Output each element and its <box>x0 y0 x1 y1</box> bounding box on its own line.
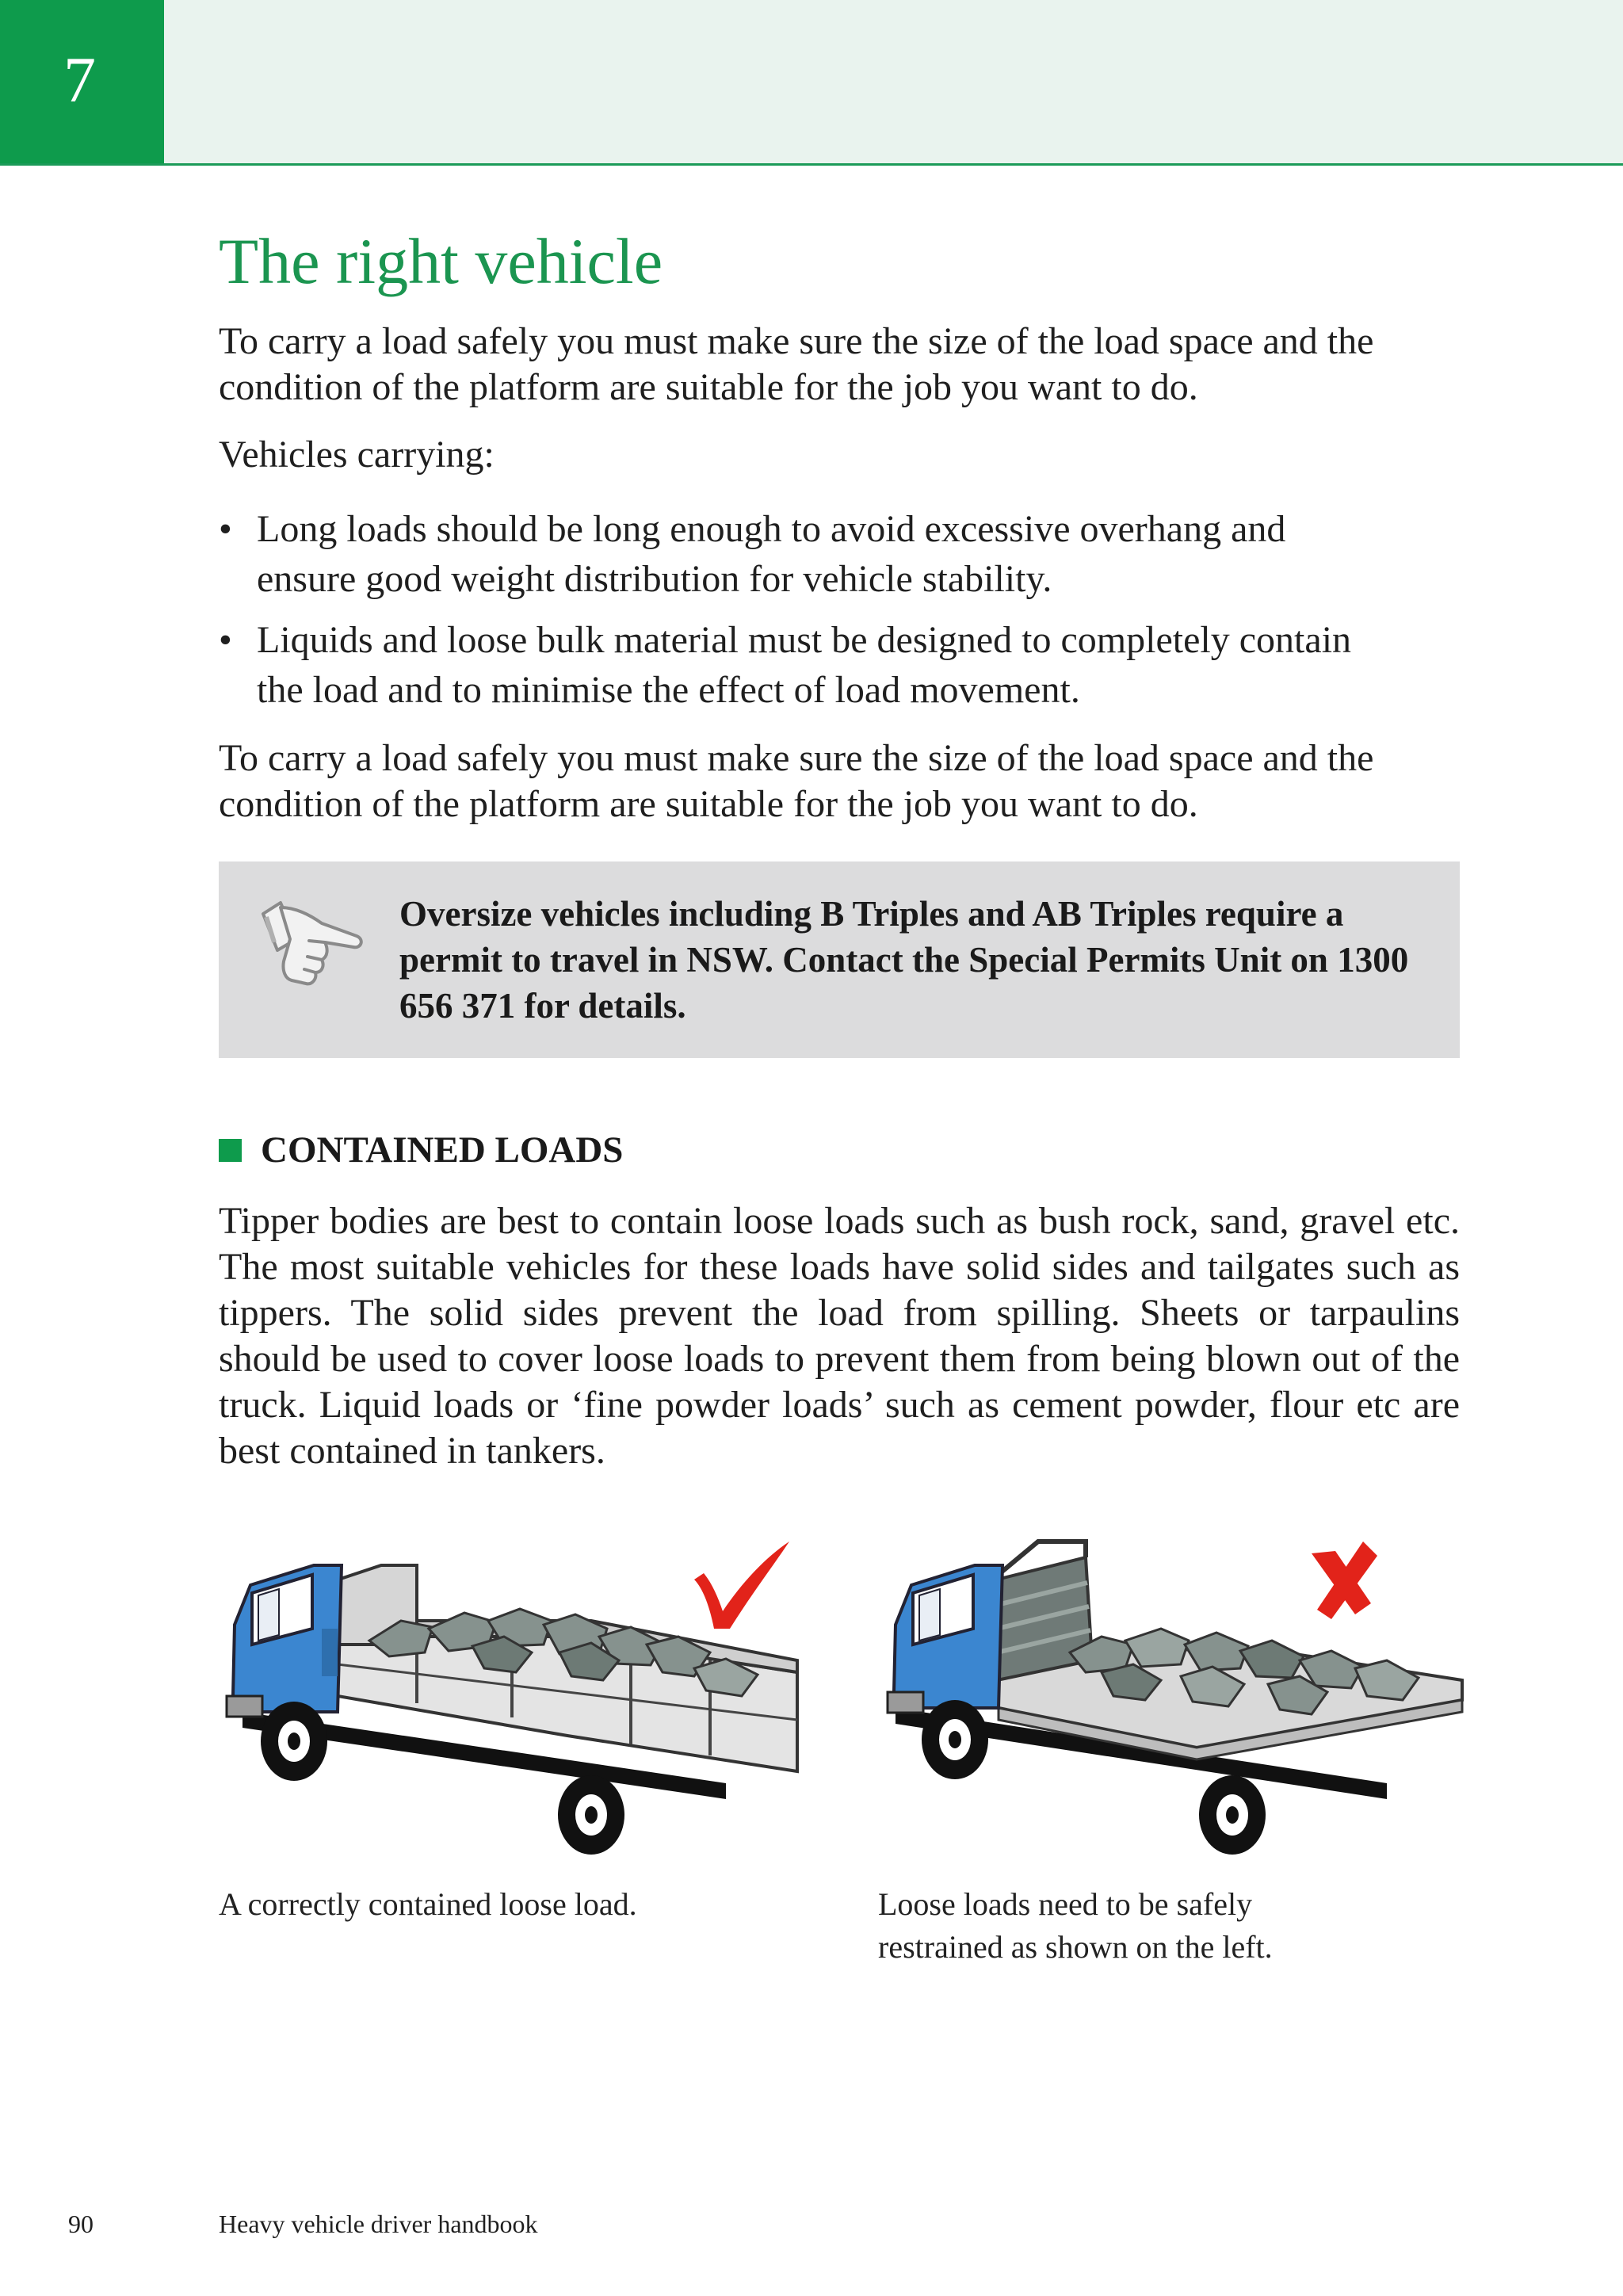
wheel-icon <box>261 1702 327 1781</box>
page-title: The right vehicle <box>219 225 663 297</box>
figure-caption-2: Loose loads need to be safely restrained as shown on the left. <box>878 1886 1273 1965</box>
note-text: Oversize vehicles including B Triples and AB Triples require a permit to travel in NSW. Contact the Special Permits Unit on 1300 656 371 for details. <box>399 894 1409 1026</box>
bullet-list <box>219 504 1376 726</box>
list-item <box>219 504 1376 604</box>
flatbed-truck-illustration <box>880 1510 1482 1859</box>
chapter-tab <box>0 0 164 163</box>
section-heading <box>219 1129 624 1171</box>
tipper-truck-illustration <box>219 1510 821 1859</box>
section-heading-text: CONTAINED LOADS <box>261 1129 624 1171</box>
vehicles-carrying-label: Vehicles carrying: <box>219 434 495 476</box>
list-item-text: Liquids and loose bulk material must be designed to completely contain the load and to minimise the effect of load movement. <box>257 619 1352 711</box>
page-number: 90 <box>68 2210 94 2238</box>
bullet-icon: • <box>219 508 232 550</box>
chapter-number: 7 <box>63 44 96 116</box>
intro-paragraph: To carry a load safely you must make sure the size of the load space and the condition of the platform are suitable for the job you want to do. <box>219 320 1374 408</box>
tick-icon <box>694 1541 789 1629</box>
wheel-icon <box>922 1700 988 1779</box>
bullet-icon: • <box>219 619 232 661</box>
list-item-text: Long loads should be long enough to avoid excessive overhang and ensure good weight distribution for vehicle stability. <box>257 508 1286 600</box>
pointing-hand-icon <box>249 884 368 1003</box>
intro-repeat-paragraph: To carry a load safely you must make sure the size of the load space and the condition of the platform are suitable for the job you want to do. <box>219 737 1374 825</box>
figure-caption-1: A correctly contained loose load. <box>219 1886 637 1922</box>
header-band <box>0 0 1623 166</box>
list-item <box>219 615 1376 715</box>
section-body: Tipper bodies are best to contain loose loads such as bush rock, sand, gravel etc. The most suitable vehicles for these loads have solid sides and tailgates such as tippers. The solid sides prevent the load from spilling. Sheets or tarpaulins should be used to cover loose loads to prevent them from being blown out of the truck. Liquid loads or ‘fine powder loads’ such as cement powder, flour etc are best contained in tankers. <box>219 1200 1460 1472</box>
book-title: Heavy vehicle driver handbook <box>219 2210 538 2238</box>
note-box <box>219 861 1460 1058</box>
green-square-icon <box>219 1139 242 1162</box>
cross-icon <box>1312 1541 1377 1619</box>
